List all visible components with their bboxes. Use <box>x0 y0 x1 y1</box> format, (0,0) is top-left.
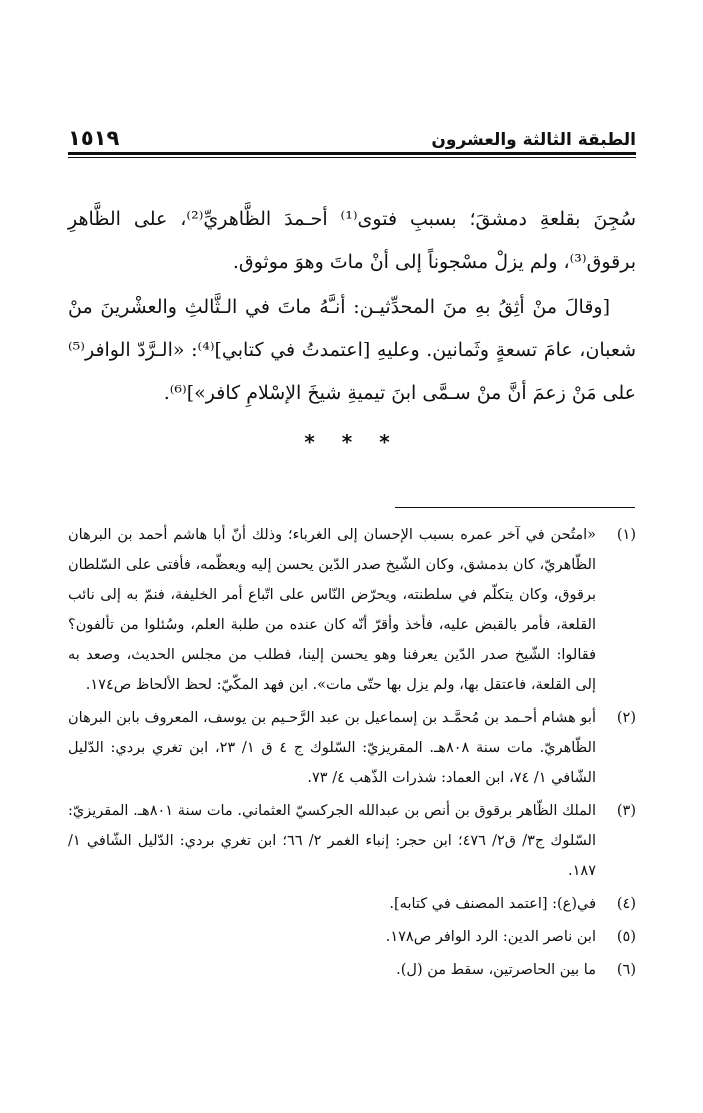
footnote-number: (١) <box>616 527 636 543</box>
footnote-number: (٦) <box>616 962 636 978</box>
footnote-number: (٤) <box>616 896 636 912</box>
paragraph-1: سُجِنَ بقلعةِ دمشقَ؛ بسببِ فتوى⁽¹⁾ أحـمدَ الظَّاهريِّ⁽²⁾، على الظَّاهرِ برقوق⁽³⁾، ولم يزلْ مسْجوناً إلى أنْ ماتَ وهوَ موثوق. <box>68 208 637 273</box>
footnote-text: «امتُحن في آخر عمره بسبب الإحسان إلى الغرباء؛ وذلك أنّ أبا هاشم أحمد بن البرهان الظّاهريّ، كان بدمشق، وكان الشّيخ صدر الدّين يحسن إليه ويعظّمه، فأفتى على السّلطان برقوق، وكان يتكلّم في سلطنته، ويحرّض النّاس على اتّباع أمر الخليفة، فنمّ به إلى نائب القلعة، فأمر بالقبض عليه، فأخذ وأقرّ أنّه كان عنده من طلبة العلم، وسُئلوا من تألفون؟ فقالوا: الشّيخ صدر الدّين يعرفنا وهو يحسن إلينا، فطلب من مجلس الحديث، وصعد به إلى القلعة، فاعتقل بها، ولم يزل بها حتّى مات». ابن فهد المكّيّ: لحظ الألحاظ ص١٧٤. <box>68 527 596 693</box>
footnote <box>68 703 636 793</box>
footnotes <box>68 520 636 988</box>
footnote <box>68 922 636 952</box>
footnote-number: (٣) <box>616 803 636 819</box>
footnote <box>68 955 636 985</box>
page-number: ١٥١٩ <box>68 126 120 150</box>
main-text <box>68 198 636 415</box>
footnote <box>68 889 636 919</box>
footnote-text: ما بين الحاصرتين، سقط من (ل). <box>396 962 596 978</box>
footnote-rule <box>395 507 635 508</box>
header-rule-thick <box>68 152 636 155</box>
footnote-number: (٢) <box>616 710 636 726</box>
section-separator: * * * <box>304 430 400 454</box>
footnote <box>68 796 636 886</box>
footnote-text: أبو هشام أحـمد بن مُحمَّـد بن إسماعيل بن عبد الرَّحـيم بن يوسف، المعروف بابن البرهان الظّاهريّ. مات سنة ٨٠٨هـ. المقريزيّ: السّلوك ج ٤ ق ١/ ٢٣، ابن تغري بردي: الدّليل الشّافي ١/ ٧٤، ابن العماد: شذرات الذّهب ٤/ ٧٣. <box>68 710 596 786</box>
footnote <box>68 520 636 700</box>
running-title: الطبقة الثالثة والعشرون <box>431 130 636 150</box>
footnote-text: ابن ناصر الدين: الرد الوافر ص١٧٨. <box>385 929 596 945</box>
header-rule-thin <box>68 157 636 158</box>
footnote-number: (٥) <box>616 929 636 945</box>
page-header <box>68 110 636 150</box>
footnote-text: الملك الظّاهر برقوق بن أنص بن عبدالله الجركسيّ العثماني. مات سنة ٨٠١هـ. المقريزيّ: السّلوك ج٣/ ق٢/ ٤٧٦؛ ابن حجر: إنباء الغمر ٢/ ٦٦؛ ابن تغري بردي: الدّليل الشّافي ١/ ١٨٧. <box>68 803 597 879</box>
paragraph-2: [وقالَ منْ أثِقُ بهِ منَ المحدِّثيـن: أنـَّهُ ماتَ في الـثَّالثِ والعشْرينَ منْ شعبان، عامَ تسعةٍ وثَمانين. وعليهِ [اعتمدتُ في كتابي]⁽⁴⁾: «الـرَّدّ الوافر⁽⁵⁾ على مَنْ زعمَ أنَّ منْ سـمَّى ابنَ تيميةِ شيخَ الإسْلامِ كافر»]⁽⁶⁾. <box>68 296 637 404</box>
footnote-text: في(ع): [اعتمد المصنف في كتابه]. <box>389 896 596 912</box>
